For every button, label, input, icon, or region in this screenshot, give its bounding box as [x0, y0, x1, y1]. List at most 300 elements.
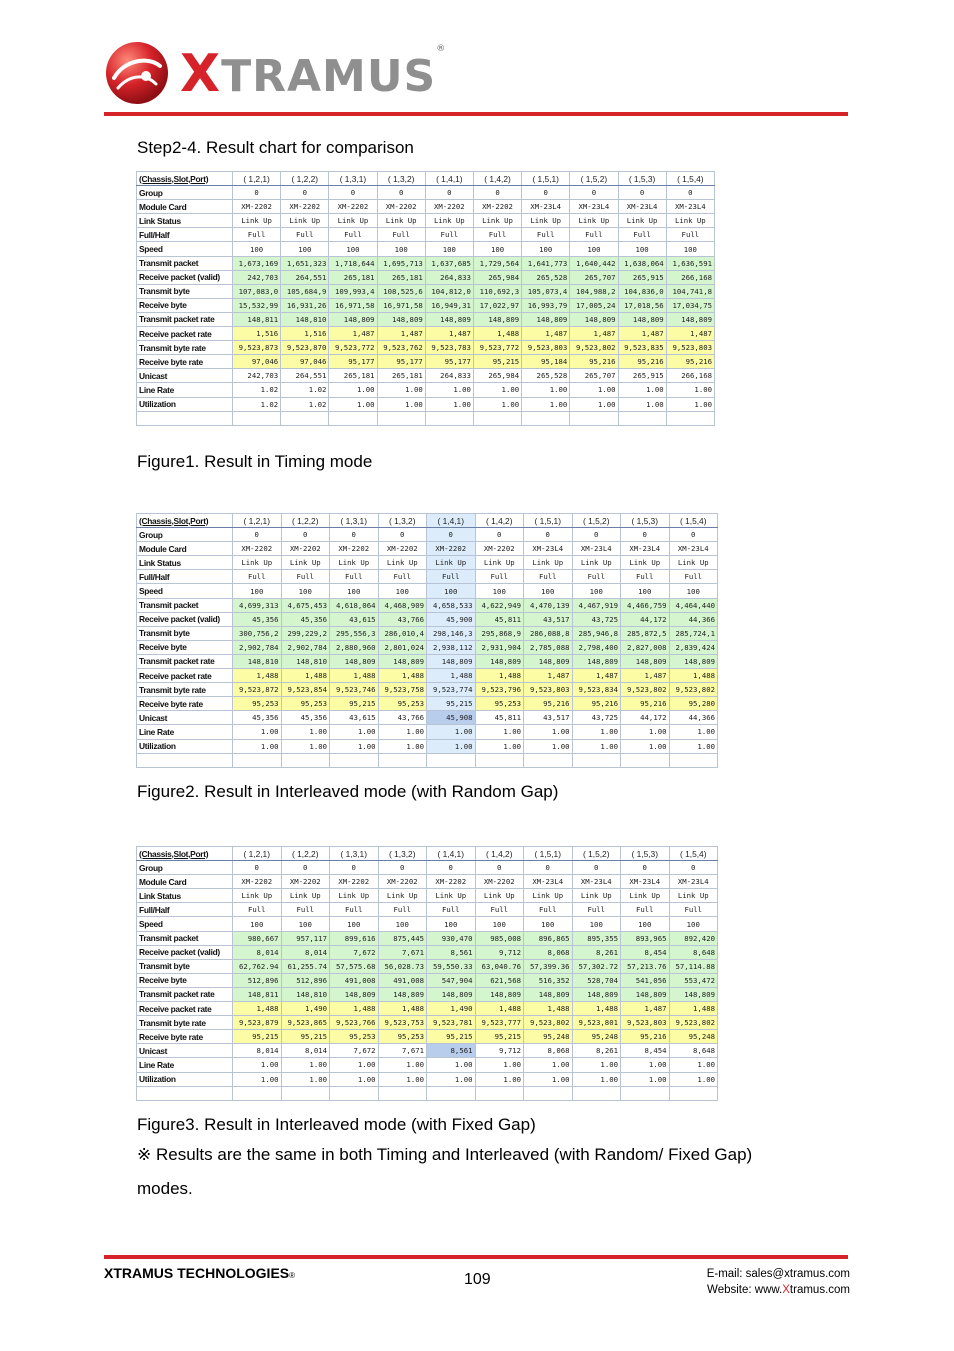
table-cell: 1,488 [524, 1002, 573, 1016]
table-row [137, 612, 718, 626]
table-cell: 95,177 [425, 355, 473, 369]
table-cell: Full [524, 903, 573, 917]
table-cell: 1.00 [475, 1072, 524, 1086]
table-cell: Full [233, 228, 281, 242]
table-cell: 45,356 [281, 711, 330, 725]
table-cell: 45,900 [427, 612, 476, 626]
table-cell: XM-2202 [425, 200, 473, 214]
row-label-cell: Unicast [137, 1044, 233, 1058]
table-cell: 15,532,99 [233, 298, 281, 312]
table-cell: 7,672 [330, 1044, 379, 1058]
table-cell: 100 [233, 242, 281, 256]
row-label-cell: Module Card [137, 875, 233, 889]
table-cell: 1,488 [330, 669, 379, 683]
table-cell: 9,523,796 [475, 683, 524, 697]
table-cell: 100 [572, 917, 621, 931]
table-cell: 264,551 [281, 369, 329, 383]
table-cell: XM-2202 [378, 542, 427, 556]
table-cell: Link Up [572, 889, 621, 903]
table-cell: 1.00 [621, 1058, 670, 1072]
table-cell: 1,695,713 [377, 256, 425, 270]
table-cell: 109,993,4 [329, 284, 377, 298]
table-cell: 899,616 [330, 931, 379, 945]
table-cell: Full [281, 903, 330, 917]
table-cell: Link Up [330, 556, 379, 570]
table-cell: 95,253 [378, 1030, 427, 1044]
table-cell: 148,809 [475, 987, 524, 1001]
table-row [137, 186, 715, 200]
table-cell: Link Up [233, 556, 282, 570]
table-empty-cell [137, 753, 233, 767]
table-row [137, 355, 715, 369]
table-cell: 1,487 [425, 327, 473, 341]
table-cell: 1,488 [233, 669, 282, 683]
table-empty-cell [621, 753, 670, 767]
table-cell: 1.00 [329, 397, 377, 411]
figure3-caption: Figure3. Result in Interleaved mode (with Fixed Gap) [137, 1115, 536, 1134]
row-label-cell: Transmit byte [137, 959, 233, 973]
table-row [137, 640, 718, 654]
row-label-cell: Receive packet (valid) [137, 945, 233, 959]
table-row [137, 973, 718, 987]
table-cell: 264,833 [425, 270, 473, 284]
table-cell: Full [572, 903, 621, 917]
table-cell: 148,809 [621, 654, 670, 668]
table-cell: 45,811 [475, 612, 524, 626]
header-rule [104, 112, 848, 116]
column-header-cell: ( 1,5,3) [621, 514, 670, 528]
table-cell: 100 [427, 584, 476, 598]
table-cell: 1.00 [427, 739, 476, 753]
table-cell: 1,488 [427, 669, 476, 683]
table-empty-cell [475, 1086, 524, 1100]
table-empty-cell [329, 411, 377, 425]
table-row [137, 570, 718, 584]
table-cell: 8,454 [621, 1044, 670, 1058]
table-cell: 17,034,75 [666, 298, 714, 312]
table-cell: 896,865 [524, 931, 573, 945]
table-header-row [137, 172, 715, 186]
table-cell: 295,868,9 [475, 626, 524, 640]
table-cell: 9,712 [475, 1044, 524, 1058]
table-empty-cell [522, 411, 570, 425]
table-cell: 4,468,909 [378, 598, 427, 612]
table-header-row [137, 847, 718, 861]
table-cell: Link Up [425, 214, 473, 228]
table-cell: 1.00 [570, 383, 618, 397]
table-empty-cell [666, 411, 714, 425]
column-header-cell: ( 1,2,2) [281, 514, 330, 528]
table-cell: 621,568 [475, 973, 524, 987]
row-label-cell: Receive byte rate [137, 355, 233, 369]
table-cell: 9,523,873 [233, 341, 281, 355]
table-row [137, 1058, 718, 1072]
result-table-random-gap [136, 513, 718, 768]
table-cell: 1.00 [522, 383, 570, 397]
table-cell: 148,809 [378, 987, 427, 1001]
table-cell: Link Up [669, 556, 718, 570]
table-cell: XM-23L4 [621, 875, 670, 889]
table-cell: Full [427, 903, 476, 917]
table-cell: 95,215 [281, 1030, 330, 1044]
table-cell: 8,068 [524, 1044, 573, 1058]
table-cell: Full [281, 228, 329, 242]
table-empty-cell [233, 1086, 282, 1100]
table-cell: 1,487 [572, 669, 621, 683]
table-cell: XM-2202 [473, 200, 521, 214]
table-cell: 0 [524, 861, 573, 875]
table-row [137, 1044, 718, 1058]
logo-wordmark: XTRAMUS® [180, 44, 447, 104]
column-header-cell: ( 1,5,1) [524, 514, 573, 528]
table-cell: XM-2202 [378, 875, 427, 889]
table-cell: 45,356 [233, 612, 282, 626]
table-cell: 100 [524, 917, 573, 931]
table-cell: 9,523,870 [281, 341, 329, 355]
table-empty-cell [473, 411, 521, 425]
table-cell: XM-2202 [427, 875, 476, 889]
table-cell: 95,215 [427, 1030, 476, 1044]
row-label-cell: Utilization [137, 397, 233, 411]
column-header-cell: ( 1,5,1) [522, 172, 570, 186]
table-cell: Link Up [329, 214, 377, 228]
row-label-cell: Link Status [137, 889, 233, 903]
table-cell: 148,809 [618, 312, 666, 326]
table-cell: 9,523,802 [524, 1016, 573, 1030]
table-cell: 299,229,2 [281, 626, 330, 640]
table-cell: XM-23L4 [669, 875, 718, 889]
table-cell: 100 [666, 242, 714, 256]
table-cell: 95,216 [621, 697, 670, 711]
row-label-cell: Receive byte [137, 973, 233, 987]
table-cell: Link Up [524, 556, 573, 570]
table-cell: 1.00 [475, 1058, 524, 1072]
column-header-cell: ( 1,2,1) [233, 172, 281, 186]
table-row [137, 1002, 718, 1016]
table-row [137, 987, 718, 1001]
table-cell: Full [378, 903, 427, 917]
table-empty-cell [137, 1086, 233, 1100]
table-empty-cell [621, 1086, 670, 1100]
table-cell: 148,809 [572, 987, 621, 1001]
column-header-cell: ( 1,5,4) [669, 514, 718, 528]
row-label-cell: Receive packet (valid) [137, 612, 233, 626]
table-cell: 148,809 [427, 654, 476, 668]
table-cell: 100 [233, 917, 282, 931]
row-label-cell: Receive packet rate [137, 669, 233, 683]
table-cell: 1.02 [281, 397, 329, 411]
row-label-cell: Receive byte [137, 298, 233, 312]
table-cell: 0 [233, 861, 282, 875]
figure1-caption: Figure1. Result in Timing mode [137, 452, 373, 471]
table-cell: Link Up [281, 214, 329, 228]
table-cell: 45,356 [281, 612, 330, 626]
table-cell: Full [330, 570, 379, 584]
table-cell: XM-2202 [233, 875, 282, 889]
table-cell: 100 [524, 584, 573, 598]
table-cell: 100 [330, 584, 379, 598]
row-label-cell: Full/Half [137, 570, 233, 584]
table-cell: Full [233, 903, 282, 917]
table-cell: 95,216 [524, 697, 573, 711]
table-cell: 2,798,400 [572, 640, 621, 654]
table-row [137, 228, 715, 242]
table-cell: 1.00 [473, 383, 521, 397]
table-cell: XM-2202 [475, 875, 524, 889]
footer-rule [104, 1255, 848, 1259]
column-header-cell: ( 1,4,2) [473, 172, 521, 186]
table-cell: 9,523,834 [572, 683, 621, 697]
table-cell: 265,528 [522, 270, 570, 284]
table-cell: 95,216 [570, 355, 618, 369]
table-cell: 43,725 [572, 612, 621, 626]
table-cell: XM-23L4 [572, 542, 621, 556]
column-header-cell: ( 1,4,1) [427, 514, 476, 528]
table-cell: 95,248 [524, 1030, 573, 1044]
table-cell: XM-23L4 [669, 542, 718, 556]
column-header-cell: ( 1,5,1) [524, 847, 573, 861]
table-cell: Link Up [475, 556, 524, 570]
table-cell: Link Up [330, 889, 379, 903]
table-cell: 17,018,56 [618, 298, 666, 312]
table-cell: 9,523,746 [330, 683, 379, 697]
table-cell: 1.00 [330, 1072, 379, 1086]
table-cell: 1.00 [621, 725, 670, 739]
table-empty-row [137, 411, 715, 425]
table-cell: XM-2202 [281, 200, 329, 214]
table-cell: Full [281, 570, 330, 584]
table-empty-cell [233, 411, 281, 425]
table-cell: 57,114.88 [669, 959, 718, 973]
table-cell: 8,561 [427, 1044, 476, 1058]
table-cell: 9,523,879 [233, 1016, 282, 1030]
table-cell: XM-2202 [377, 200, 425, 214]
column-header-cell: ( 1,5,4) [669, 847, 718, 861]
table-cell: 148,809 [572, 654, 621, 668]
table-cell: 16,993,79 [522, 298, 570, 312]
table-cell: Link Up [378, 556, 427, 570]
table-cell: 2,801,024 [378, 640, 427, 654]
table-empty-cell [524, 753, 573, 767]
table-cell: 1,490 [281, 1002, 330, 1016]
table-row [137, 1016, 718, 1030]
table-cell: 100 [475, 584, 524, 598]
table-cell: 59,550.33 [427, 959, 476, 973]
table-cell: Link Up [618, 214, 666, 228]
row-label-cell: Speed [137, 584, 233, 598]
table-empty-cell [618, 411, 666, 425]
table-cell: 56,028.73 [378, 959, 427, 973]
table-row [137, 556, 718, 570]
table-cell: 100 [330, 917, 379, 931]
table-cell: 1.00 [572, 725, 621, 739]
table-cell: Link Up [377, 214, 425, 228]
results-note [137, 1138, 817, 1206]
table-row [137, 369, 715, 383]
table-cell: 265,181 [377, 270, 425, 284]
table-cell: 1.00 [378, 725, 427, 739]
table-cell: 1.00 [427, 1072, 476, 1086]
table-empty-row [137, 753, 718, 767]
table-row [137, 683, 718, 697]
table-cell: 62,762.94 [233, 959, 282, 973]
table-row [137, 626, 718, 640]
column-header-cell: ( 1,5,3) [618, 172, 666, 186]
table-cell: 9,523,802 [570, 341, 618, 355]
table-cell: 1.00 [475, 725, 524, 739]
table-cell: Full [669, 903, 718, 917]
row-label-cell: Transmit byte rate [137, 683, 233, 697]
row-label-cell: Line Rate [137, 1058, 233, 1072]
table-cell: 44,366 [669, 612, 718, 626]
table-cell: 1,651,323 [281, 256, 329, 270]
table-cell: 43,615 [330, 711, 379, 725]
table-cell: 100 [522, 242, 570, 256]
table-empty-cell [377, 411, 425, 425]
table-cell: Full [233, 570, 282, 584]
table-cell: 104,741,8 [666, 284, 714, 298]
table-cell: 875,445 [378, 931, 427, 945]
table-cell: 1,640,442 [570, 256, 618, 270]
table-cell: 0 [572, 528, 621, 542]
table-cell: 9,523,802 [669, 1016, 718, 1030]
table-cell: 265,181 [329, 369, 377, 383]
table-cell: 148,809 [329, 312, 377, 326]
table-cell: 9,523,753 [378, 1016, 427, 1030]
table-cell: 285,724,1 [669, 626, 718, 640]
column-header-cell: ( 1,3,1) [329, 172, 377, 186]
table-cell: 298,146,3 [427, 626, 476, 640]
table-cell: 1.00 [378, 739, 427, 753]
table-row [137, 256, 715, 270]
table-cell: 1,487 [621, 669, 670, 683]
table-cell: 1.00 [281, 1058, 330, 1072]
table-cell: 1.00 [618, 397, 666, 411]
table-cell: 512,896 [233, 973, 282, 987]
column-header-cell: ( 1,2,2) [281, 172, 329, 186]
table-cell: 100 [570, 242, 618, 256]
table-cell: 44,172 [621, 612, 670, 626]
table-cell: 95,253 [233, 697, 282, 711]
table-cell: Full [666, 228, 714, 242]
table-cell: 1,488 [669, 1002, 718, 1016]
table-row [137, 214, 715, 228]
table-cell: 286,088,8 [524, 626, 573, 640]
table-cell: Full [378, 570, 427, 584]
table-row [137, 200, 715, 214]
row-label-cell: Receive byte rate [137, 1030, 233, 1044]
table-cell: 1.00 [330, 739, 379, 753]
table-cell: 148,809 [378, 654, 427, 668]
row-label-cell: Unicast [137, 711, 233, 725]
row-label-cell: Transmit packet rate [137, 654, 233, 668]
table-empty-cell [330, 1086, 379, 1100]
table-cell: 8,014 [233, 1044, 282, 1058]
page-number: 109 [464, 1271, 491, 1288]
footer-email: E-mail: sales@xtramus.com [706, 1268, 850, 1280]
table-cell: 1.00 [669, 725, 718, 739]
table-cell: 8,648 [669, 1044, 718, 1058]
row-label-cell: Group [137, 528, 233, 542]
column-header-cell: ( 1,2,2) [281, 847, 330, 861]
table-cell: 1,488 [233, 1002, 282, 1016]
table-cell: 0 [522, 186, 570, 200]
table-cell: 9,523,802 [621, 683, 670, 697]
table-cell: 1.00 [233, 725, 282, 739]
table-cell: Full [329, 228, 377, 242]
table-cell: 2,902,784 [233, 640, 282, 654]
table-cell: 1.00 [524, 739, 573, 753]
table-empty-cell [427, 1086, 476, 1100]
table-cell: 1.00 [329, 383, 377, 397]
table-cell: 1,487 [377, 327, 425, 341]
table-cell: 0 [524, 528, 573, 542]
column-header-cell: ( 1,2,1) [233, 514, 282, 528]
table-cell: XM-2202 [329, 200, 377, 214]
column-header-cell: ( 1,5,3) [621, 847, 670, 861]
table-cell: 265,181 [377, 369, 425, 383]
table-cell: 0 [377, 186, 425, 200]
row-label-cell: Line Rate [137, 383, 233, 397]
table-cell: XM-23L4 [618, 200, 666, 214]
column-header-cell: ( 1,4,1) [425, 172, 473, 186]
table-cell: 4,467,919 [572, 598, 621, 612]
table-cell: 0 [281, 186, 329, 200]
table-row [137, 528, 718, 542]
column-header-cell: ( 1,3,2) [377, 172, 425, 186]
table-row [137, 875, 718, 889]
table-cell: 553,472 [669, 973, 718, 987]
table-cell: 9,712 [475, 945, 524, 959]
table-cell: 2,902,784 [281, 640, 330, 654]
table-cell: 16,971,58 [377, 298, 425, 312]
table-cell: Link Up [427, 889, 476, 903]
table-cell: 2,785,088 [524, 640, 573, 654]
table-cell: 1.00 [233, 1072, 282, 1086]
table-cell: 104,836,0 [618, 284, 666, 298]
xtramus-logo [104, 38, 447, 108]
row-label-cell: Module Card [137, 542, 233, 556]
table-empty-cell [378, 753, 427, 767]
table-cell: 4,658,533 [427, 598, 476, 612]
table-cell: 44,172 [621, 711, 670, 725]
column-header-cell: ( 1,4,1) [427, 847, 476, 861]
table-cell: 1,487 [621, 1002, 670, 1016]
table-cell: 43,725 [572, 711, 621, 725]
table-cell: 1.02 [233, 383, 281, 397]
table-cell: 1.00 [572, 1058, 621, 1072]
table-cell: 1.00 [281, 725, 330, 739]
table-cell: Full [473, 228, 521, 242]
table-cell: XM-2202 [281, 542, 330, 556]
table-cell: Link Up [666, 214, 714, 228]
table-cell: Full [475, 903, 524, 917]
table-cell: 1,516 [233, 327, 281, 341]
table-cell: 8,261 [572, 945, 621, 959]
table-cell: 1,488 [475, 1002, 524, 1016]
table-cell: 1.00 [524, 725, 573, 739]
table-row [137, 669, 718, 683]
table-cell: 148,809 [666, 312, 714, 326]
row-label-cell: Receive packet rate [137, 1002, 233, 1016]
table-empty-cell [378, 1086, 427, 1100]
table-cell: 8,648 [669, 945, 718, 959]
table-cell: 9,523,766 [330, 1016, 379, 1030]
table-row [137, 397, 715, 411]
table-cell: 148,809 [473, 312, 521, 326]
table-empty-cell [572, 1086, 621, 1100]
table-cell: 97,046 [233, 355, 281, 369]
